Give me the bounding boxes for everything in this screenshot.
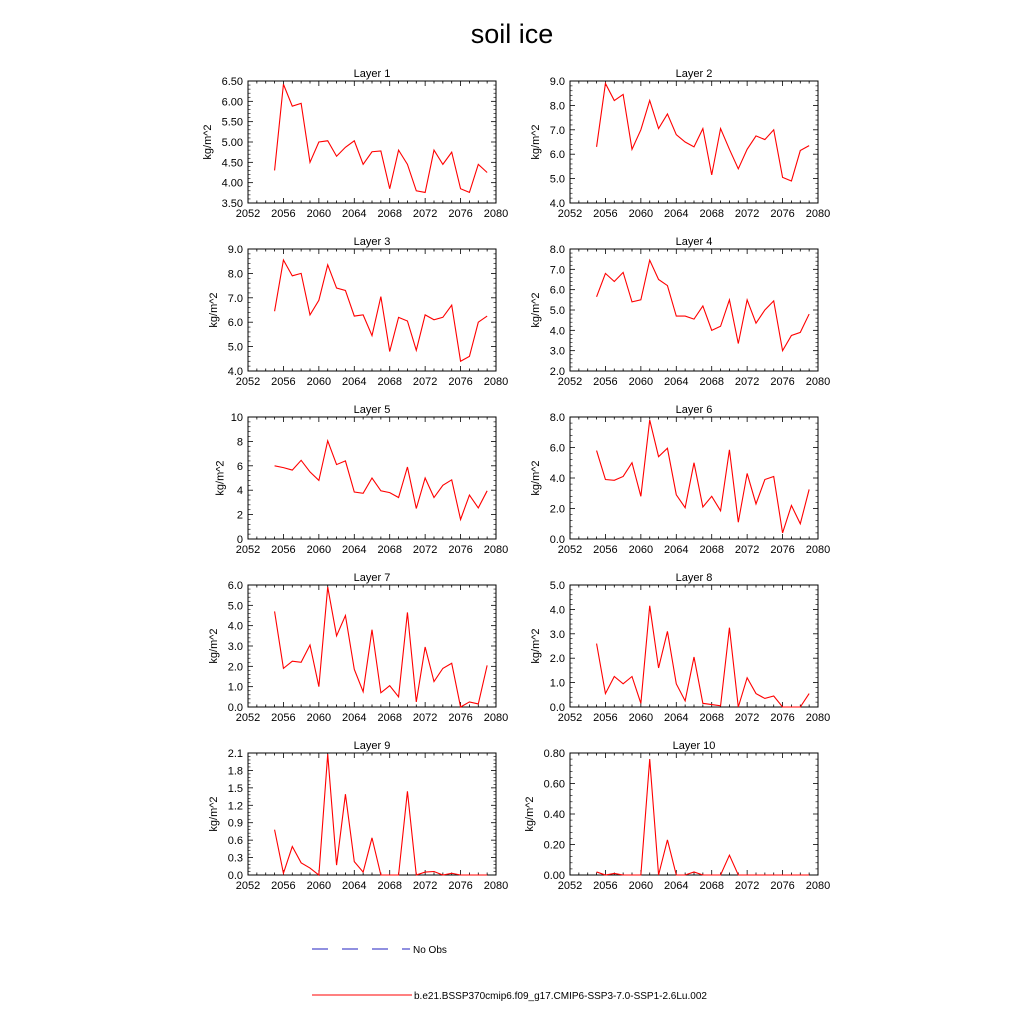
x-tick-label: 2056 bbox=[271, 712, 296, 724]
x-tick-label: 2064 bbox=[342, 376, 367, 388]
x-tick-label: 2080 bbox=[483, 712, 509, 724]
x-tick-label: 2056 bbox=[593, 544, 618, 556]
y-axis-label: kg/m^2 bbox=[530, 124, 543, 160]
y-tick-label: 0.0 bbox=[549, 534, 565, 546]
x-tick-label: 2056 bbox=[271, 544, 296, 556]
y-tick-label: 5.50 bbox=[221, 116, 243, 129]
panel-title: Layer 8 bbox=[675, 572, 713, 584]
x-tick-label: 2080 bbox=[805, 880, 831, 892]
x-tick-label: 2064 bbox=[664, 376, 689, 388]
x-tick-label: 2052 bbox=[557, 880, 583, 892]
x-tick-label: 2080 bbox=[805, 208, 831, 220]
y-axis-label: kg/m^2 bbox=[523, 796, 536, 832]
x-tick-label: 2060 bbox=[628, 376, 654, 388]
x-tick-label: 2052 bbox=[235, 376, 261, 388]
y-tick-label: 0 bbox=[236, 534, 243, 546]
panel-layer-10 bbox=[524, 740, 830, 892]
x-tick-label: 2080 bbox=[805, 712, 831, 724]
panels-grid bbox=[202, 68, 830, 892]
x-tick-label: 2072 bbox=[734, 208, 760, 220]
series-line bbox=[275, 441, 488, 520]
y-tick-label: 5.0 bbox=[549, 173, 565, 186]
y-tick-label: 4.0 bbox=[549, 198, 565, 210]
panel-title: Layer 2 bbox=[675, 68, 713, 80]
y-tick-label: 4.0 bbox=[549, 325, 565, 338]
series-line bbox=[597, 606, 810, 707]
x-tick-label: 2056 bbox=[593, 376, 618, 388]
x-tick-label: 2076 bbox=[448, 712, 473, 724]
y-tick-label: 0.0 bbox=[549, 702, 565, 714]
y-tick-label: 0.6 bbox=[227, 835, 243, 848]
y-tick-label: 0.0 bbox=[227, 702, 243, 714]
x-tick-label: 2076 bbox=[448, 208, 473, 220]
x-tick-label: 2056 bbox=[593, 712, 618, 724]
x-tick-label: 2068 bbox=[377, 376, 402, 388]
y-tick-label: 1.5 bbox=[227, 782, 243, 795]
x-tick-label: 2064 bbox=[342, 544, 367, 556]
y-tick-label: 2 bbox=[236, 509, 243, 522]
y-tick-label: 1.0 bbox=[549, 677, 565, 690]
panel-title: Layer 4 bbox=[675, 236, 713, 248]
y-axis-label: kg/m^2 bbox=[530, 460, 543, 496]
x-tick-label: 2080 bbox=[483, 880, 509, 892]
y-tick-label: 8.0 bbox=[549, 244, 565, 256]
x-tick-label: 2080 bbox=[483, 376, 509, 388]
x-tick-label: 2068 bbox=[699, 376, 724, 388]
y-tick-label: 5.0 bbox=[227, 600, 243, 613]
y-tick-label: 2.0 bbox=[549, 366, 565, 378]
x-tick-label: 2080 bbox=[483, 544, 509, 556]
x-tick-label: 2076 bbox=[770, 376, 795, 388]
x-tick-label: 2068 bbox=[377, 208, 402, 220]
panel-title: Layer 10 bbox=[672, 740, 716, 752]
x-tick-label: 2064 bbox=[664, 880, 689, 892]
x-tick-label: 2060 bbox=[628, 544, 654, 556]
x-tick-label: 2060 bbox=[306, 712, 332, 724]
x-tick-label: 2064 bbox=[664, 712, 689, 724]
x-tick-label: 2064 bbox=[342, 208, 367, 220]
x-tick-label: 2052 bbox=[557, 208, 583, 220]
y-tick-label: 10 bbox=[230, 412, 243, 424]
x-tick-label: 2052 bbox=[557, 712, 583, 724]
x-tick-label: 2076 bbox=[448, 880, 473, 892]
panel-layer-9 bbox=[208, 740, 508, 892]
x-tick-label: 2072 bbox=[412, 544, 438, 556]
plot-frame bbox=[248, 585, 496, 707]
y-tick-label: 5.0 bbox=[549, 305, 565, 317]
x-tick-label: 2056 bbox=[271, 208, 296, 220]
x-tick-label: 2068 bbox=[699, 712, 724, 724]
y-tick-label: 0.40 bbox=[543, 809, 565, 821]
x-tick-label: 2056 bbox=[271, 376, 296, 388]
panel-layer-8 bbox=[530, 572, 830, 724]
x-tick-label: 2072 bbox=[734, 376, 760, 388]
x-tick-label: 2060 bbox=[306, 208, 332, 220]
y-tick-label: 6.0 bbox=[549, 149, 565, 162]
y-axis-label: kg/m^2 bbox=[530, 628, 543, 664]
y-tick-label: 9.0 bbox=[227, 244, 243, 256]
y-tick-label: 6.50 bbox=[221, 76, 243, 88]
x-tick-label: 2080 bbox=[805, 376, 831, 388]
panel-layer-5 bbox=[214, 404, 508, 556]
y-tick-label: 3.50 bbox=[221, 198, 243, 210]
x-tick-label: 2060 bbox=[306, 880, 332, 892]
legend-no-obs-label: No Obs bbox=[413, 945, 447, 956]
panel-title: Layer 3 bbox=[353, 236, 391, 248]
y-tick-label: 6.00 bbox=[221, 96, 243, 109]
y-tick-label: 6 bbox=[236, 460, 243, 473]
y-tick-label: 2.0 bbox=[549, 653, 565, 666]
legend bbox=[312, 945, 707, 1002]
x-tick-label: 2072 bbox=[412, 208, 438, 220]
y-tick-label: 7.0 bbox=[227, 292, 243, 305]
y-axis-label: kg/m^2 bbox=[201, 124, 214, 160]
x-tick-label: 2072 bbox=[412, 376, 438, 388]
x-tick-label: 2060 bbox=[628, 880, 654, 892]
x-tick-label: 2068 bbox=[377, 880, 402, 892]
y-tick-label: 1.2 bbox=[227, 800, 243, 813]
series-line bbox=[275, 260, 488, 361]
panel-title: Layer 5 bbox=[353, 404, 391, 416]
x-tick-label: 2060 bbox=[306, 544, 332, 556]
x-tick-label: 2068 bbox=[377, 544, 402, 556]
x-tick-label: 2056 bbox=[271, 880, 296, 892]
y-tick-label: 4.0 bbox=[227, 366, 243, 378]
panel-title: Layer 1 bbox=[353, 68, 391, 80]
y-axis-label: kg/m^2 bbox=[214, 460, 227, 496]
y-tick-label: 1.0 bbox=[227, 681, 243, 694]
x-tick-label: 2056 bbox=[593, 208, 618, 220]
x-tick-label: 2064 bbox=[342, 880, 367, 892]
y-tick-label: 6.0 bbox=[549, 284, 565, 297]
x-tick-label: 2064 bbox=[664, 544, 689, 556]
x-tick-label: 2072 bbox=[734, 712, 760, 724]
panel-layer-4 bbox=[530, 236, 830, 388]
x-tick-label: 2080 bbox=[483, 208, 509, 220]
y-tick-label: 0.9 bbox=[227, 817, 243, 830]
x-tick-label: 2068 bbox=[699, 208, 724, 220]
x-tick-label: 2076 bbox=[448, 544, 473, 556]
panel-layer-1 bbox=[202, 68, 508, 220]
x-tick-label: 2072 bbox=[412, 712, 438, 724]
x-tick-label: 2068 bbox=[699, 880, 724, 892]
y-tick-label: 0.00 bbox=[543, 870, 565, 882]
x-tick-label: 2076 bbox=[770, 712, 795, 724]
y-tick-label: 3.0 bbox=[549, 628, 565, 641]
y-tick-label: 4.0 bbox=[549, 473, 565, 485]
x-tick-label: 2076 bbox=[448, 376, 473, 388]
x-tick-label: 2080 bbox=[805, 544, 831, 556]
x-tick-label: 2072 bbox=[734, 880, 760, 892]
y-tick-label: 5.0 bbox=[227, 341, 243, 354]
panel-layer-6 bbox=[530, 404, 830, 556]
y-axis-label: kg/m^2 bbox=[208, 292, 221, 328]
x-tick-label: 2052 bbox=[235, 544, 261, 556]
panel-layer-2 bbox=[530, 68, 830, 220]
y-tick-label: 0.3 bbox=[227, 852, 243, 865]
y-tick-label: 8 bbox=[236, 436, 243, 449]
y-axis-label: kg/m^2 bbox=[530, 292, 543, 328]
panel-title: Layer 6 bbox=[675, 404, 713, 416]
y-tick-label: 4 bbox=[236, 485, 243, 498]
y-tick-label: 0.80 bbox=[543, 748, 565, 760]
y-tick-label: 4.00 bbox=[221, 177, 243, 190]
y-tick-label: 2.0 bbox=[549, 503, 565, 516]
panel-title: Layer 7 bbox=[353, 572, 391, 584]
x-tick-label: 2052 bbox=[235, 880, 261, 892]
panel-layer-7 bbox=[208, 572, 508, 724]
y-tick-label: 8.0 bbox=[549, 412, 565, 424]
y-tick-label: 3.0 bbox=[549, 345, 565, 358]
x-tick-label: 2056 bbox=[593, 880, 618, 892]
x-tick-label: 2068 bbox=[699, 544, 724, 556]
y-tick-label: 6.0 bbox=[549, 442, 565, 455]
figure-title: soil ice bbox=[470, 19, 554, 49]
x-tick-label: 2060 bbox=[628, 712, 654, 724]
x-tick-label: 2072 bbox=[412, 880, 438, 892]
y-tick-label: 0.20 bbox=[543, 839, 565, 852]
y-tick-label: 0.60 bbox=[543, 778, 565, 791]
x-tick-label: 2076 bbox=[770, 208, 795, 220]
x-tick-label: 2052 bbox=[235, 712, 261, 724]
y-axis-label: kg/m^2 bbox=[208, 628, 221, 664]
y-tick-label: 2.1 bbox=[227, 748, 243, 760]
y-tick-label: 8.0 bbox=[227, 268, 243, 281]
y-tick-label: 1.8 bbox=[227, 765, 243, 778]
y-tick-label: 4.0 bbox=[227, 620, 243, 633]
x-tick-label: 2076 bbox=[770, 880, 795, 892]
y-tick-label: 5.0 bbox=[549, 580, 565, 592]
plot-frame bbox=[570, 81, 818, 203]
x-tick-label: 2076 bbox=[770, 544, 795, 556]
y-tick-label: 9.0 bbox=[549, 76, 565, 88]
series-line bbox=[597, 260, 810, 350]
series-line bbox=[597, 759, 810, 875]
x-tick-label: 2052 bbox=[557, 376, 583, 388]
plot-frame bbox=[570, 585, 818, 707]
plot-frame bbox=[570, 753, 818, 875]
plot-frame bbox=[248, 81, 496, 203]
y-tick-label: 3.0 bbox=[227, 641, 243, 653]
plot-frame bbox=[570, 249, 818, 371]
series-line bbox=[597, 83, 810, 181]
x-tick-label: 2072 bbox=[734, 544, 760, 556]
plot-frame bbox=[248, 753, 496, 875]
x-tick-label: 2052 bbox=[557, 544, 583, 556]
x-tick-label: 2064 bbox=[664, 208, 689, 220]
x-tick-label: 2060 bbox=[306, 376, 332, 388]
series-line bbox=[275, 84, 488, 192]
panel-title: Layer 9 bbox=[353, 740, 391, 752]
x-tick-label: 2052 bbox=[235, 208, 261, 220]
x-tick-label: 2068 bbox=[377, 712, 402, 724]
x-tick-label: 2064 bbox=[342, 712, 367, 724]
y-tick-label: 0.0 bbox=[227, 870, 243, 882]
y-tick-label: 6.0 bbox=[227, 580, 243, 592]
series-line bbox=[597, 420, 810, 533]
y-axis-label: kg/m^2 bbox=[208, 796, 221, 832]
y-tick-label: 7.0 bbox=[549, 264, 565, 277]
y-tick-label: 2.0 bbox=[227, 661, 243, 674]
y-tick-label: 6.0 bbox=[227, 317, 243, 330]
y-tick-label: 4.0 bbox=[549, 604, 565, 617]
y-tick-label: 5.00 bbox=[221, 137, 243, 149]
y-tick-label: 4.50 bbox=[221, 157, 243, 170]
y-tick-label: 7.0 bbox=[549, 124, 565, 137]
legend-model-label: b.e21.BSSP370cmip6.f09_g17.CMIP6-SSP3-7.0-SSP1-2.6Lu.002 bbox=[414, 991, 707, 1002]
series-line bbox=[275, 587, 488, 707]
y-tick-label: 8.0 bbox=[549, 100, 565, 113]
series-line bbox=[275, 754, 488, 875]
x-tick-label: 2060 bbox=[628, 208, 654, 220]
panel-layer-3 bbox=[208, 236, 508, 388]
